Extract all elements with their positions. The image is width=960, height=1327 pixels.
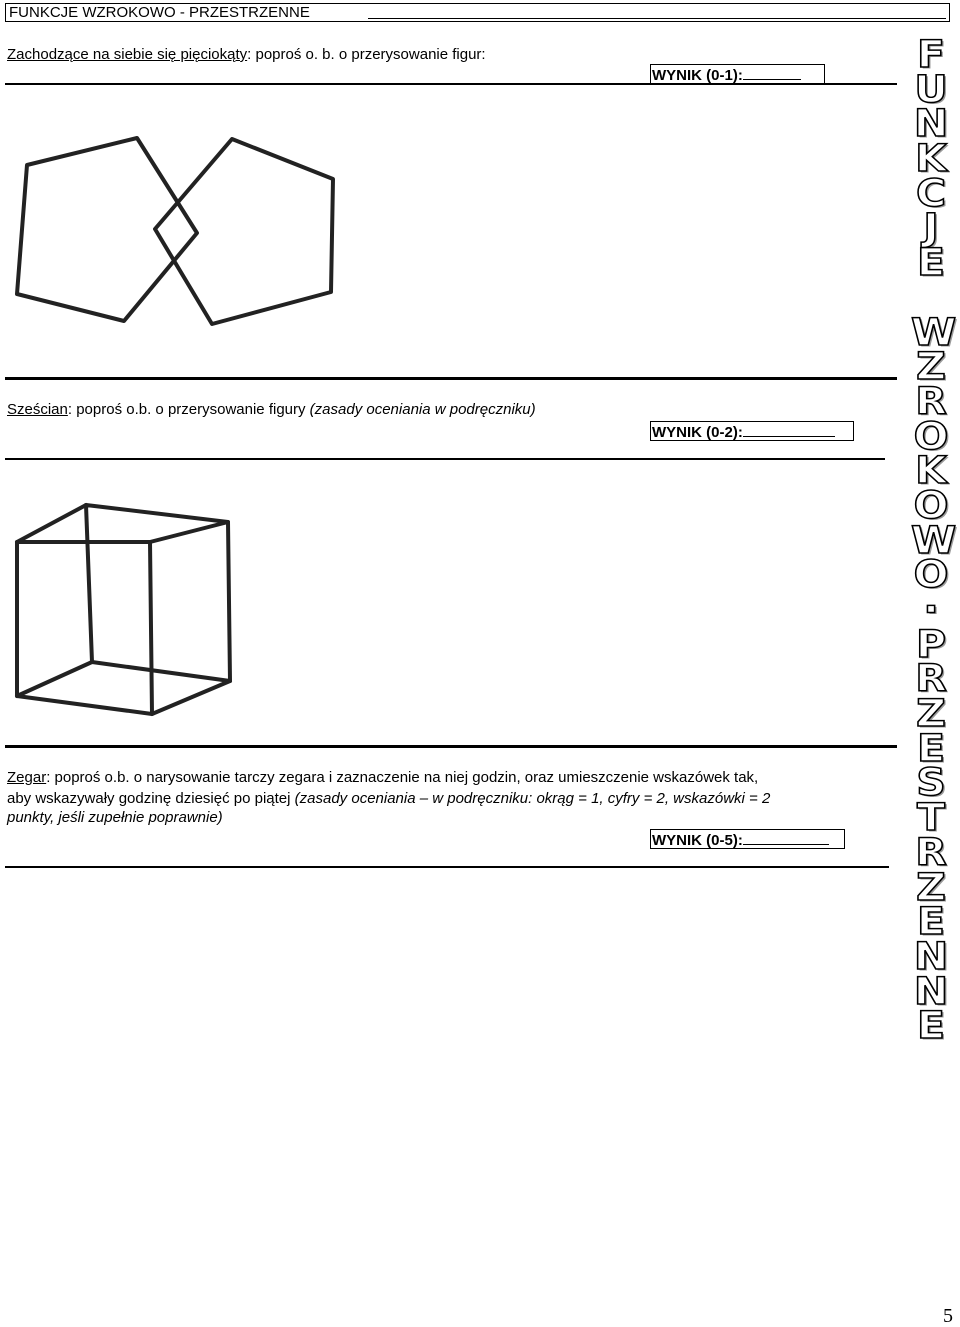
task1-text: : poproś o. b. o przerysowanie figur: — [247, 46, 486, 63]
side-title — [911, 31, 957, 1048]
pentagon-right — [155, 139, 333, 324]
side-title-letter: C — [915, 170, 947, 215]
side-title-letter: E — [916, 240, 945, 285]
task2-score-field[interactable] — [650, 421, 854, 441]
task1-score-blank — [743, 65, 801, 80]
task3-instruction-line2 — [7, 790, 770, 807]
task2-score-label: WYNIK (0-2): — [652, 424, 743, 441]
side-title-letter — [911, 281, 951, 313]
side-title-letter: E — [916, 1003, 945, 1048]
task3-line2-italic: (zasady oceniania – w podręczniku: okrąg = 1, cyfry = 2, wskazówki = 2 — [294, 790, 771, 807]
task1-score-label: WYNIK (0-1): — [652, 67, 743, 84]
task1-score-field[interactable] — [650, 64, 825, 84]
task3-instruction-line3: punkty, jeśli zupełnie poprawnie) — [7, 809, 223, 826]
task2-text: : poproś o.b. o przerysowanie figury — [67, 401, 310, 418]
side-title-letter: R — [915, 829, 947, 874]
task2-score-blank — [743, 422, 835, 437]
side-title-letter: Z — [916, 864, 946, 909]
task1-instruction — [7, 46, 486, 63]
side-title-letter: F — [916, 31, 945, 77]
cube-edge — [17, 505, 86, 542]
side-title-letter: E — [916, 725, 945, 770]
side-title-letter: S — [916, 760, 946, 805]
side-title-letter: Z — [916, 691, 946, 736]
side-title-letter: W — [911, 517, 957, 562]
side-title-letter: W — [911, 309, 957, 354]
side-title-letter: O — [913, 482, 949, 528]
task3-instruction-line1 — [7, 769, 758, 786]
side-title-letter: K — [915, 448, 947, 493]
task3-score-label: WYNIK (0-5): — [652, 832, 743, 849]
page-number: 5 — [943, 1305, 953, 1327]
cube-back-face — [86, 505, 230, 681]
task3-top-rule — [5, 866, 889, 868]
overlapping-pentagons-figure — [0, 120, 360, 340]
task2-top-rule — [5, 458, 885, 460]
cube-edge — [17, 662, 92, 696]
side-title-letter: E — [916, 899, 945, 944]
side-title-letter: · — [923, 586, 939, 632]
page-title: FUNKCJE WZROKOWO - PRZESTRZENNE — [9, 4, 310, 21]
task2-bottom-rule — [5, 745, 897, 748]
side-title-letter: T — [917, 795, 945, 840]
side-title-letter: Z — [916, 344, 946, 389]
task2-instruction — [7, 401, 536, 418]
cube-figure — [0, 495, 250, 725]
pentagon-left — [17, 138, 197, 321]
side-title-letter: U — [914, 66, 948, 111]
side-title-letter: N — [913, 968, 949, 1013]
task3-line1: : poproś o.b. o narysowanie tarczy zegara i zaznaczenie na niej godzin, oraz umieszczenie wskazówek tak, — [46, 769, 759, 786]
task2-note: (zasady oceniania w podręczniku) — [309, 401, 536, 418]
side-title-letter: P — [915, 621, 947, 666]
task1-label: Zachodzące na siebie się pięciokąty — [7, 46, 248, 63]
task3-score-field[interactable] — [650, 829, 845, 849]
task3-score-blank — [743, 830, 829, 845]
section-header — [5, 3, 950, 22]
side-title-letter: N — [913, 101, 949, 146]
side-title-letter: R — [915, 656, 947, 701]
header-underline — [368, 18, 946, 19]
task1-bottom-rule — [5, 377, 897, 380]
side-title-letter: J — [923, 205, 939, 250]
side-title-letter: R — [915, 378, 947, 423]
task3-line2-plain: aby wskazywały godzinę dziesięć po piątej — [7, 790, 295, 807]
cube-edge — [152, 681, 230, 714]
side-title-letter: O — [913, 552, 949, 597]
side-title-letter: K — [915, 136, 947, 181]
task1-top-rule — [5, 83, 897, 85]
side-title-letter: N — [913, 933, 949, 978]
cube-edge — [150, 522, 228, 542]
task3-label: Zegar — [7, 769, 47, 786]
task2-label: Sześcian — [7, 401, 68, 418]
side-title-letter: O — [913, 413, 949, 458]
